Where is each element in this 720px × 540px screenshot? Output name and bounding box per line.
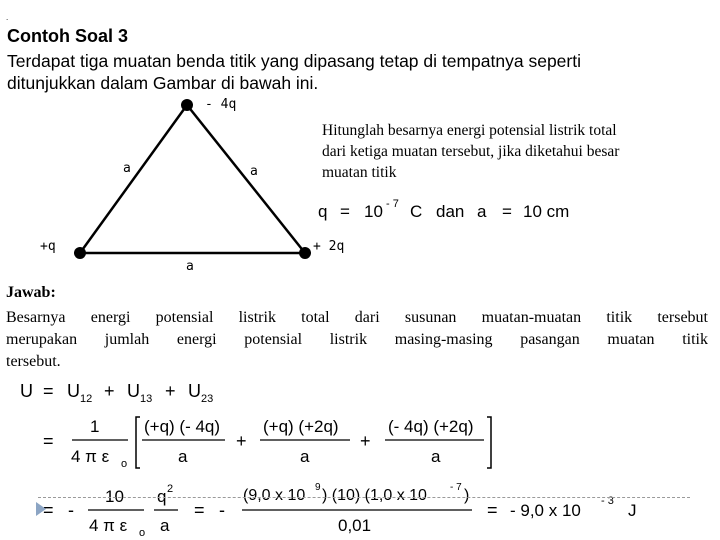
slide-bullet-arrow-icon: [36, 502, 46, 516]
result-exponent: - 3: [601, 495, 614, 507]
right-bracket: [487, 417, 491, 468]
four-pi-epsilon-2: 4 π ε: [89, 516, 128, 535]
u23-symbol: U: [188, 381, 201, 401]
triangle-side-left: [80, 105, 187, 253]
u23-subscript: 23: [201, 393, 214, 405]
u-total: U: [20, 381, 33, 401]
given-q-mantissa: 10: [364, 202, 383, 221]
numerator-2: (+q) (+2q): [263, 417, 339, 436]
fraction-one: 1: [90, 417, 100, 436]
plus-sign-3: +: [236, 431, 247, 451]
given-a-value: 10 cm: [523, 202, 570, 221]
big-numerator-part-2: ) (10) (1,0 x 10: [322, 487, 427, 504]
given-dan: dan: [436, 202, 465, 221]
equals-sign-3: =: [43, 500, 54, 520]
question-text: [322, 120, 714, 183]
equals-sign-2: =: [43, 431, 54, 451]
denominator-2: a: [300, 447, 310, 466]
charge-left-dot: [74, 247, 86, 259]
problem-description-line-2: ditunjukkan dalam Gambar di bawah ini.: [7, 73, 319, 93]
given-a-symbol: a: [477, 202, 487, 221]
big-numerator-part-3: ): [464, 487, 470, 504]
exponent-9: 9: [315, 482, 321, 493]
numerator-1: (+q) (- 4q): [144, 417, 221, 436]
energy-sum-equation: [20, 381, 213, 405]
question-line-3: muatan titik: [322, 164, 397, 181]
side-right-label: a: [250, 164, 258, 179]
question-line-1: Hitunglah besarnya energi potensial listrik total: [322, 122, 617, 139]
right-charge-label: + 2q: [313, 239, 345, 254]
epsilon-subscript: o: [121, 458, 128, 470]
minus-sign-2: -: [219, 500, 225, 520]
top-charge-label: - 4q: [205, 97, 237, 112]
equals-sign-5: =: [487, 500, 498, 520]
page-title: Contoh Soal 3: [7, 26, 128, 46]
side-left-label: a: [123, 161, 131, 176]
given-values-formula: [318, 198, 569, 221]
question-line-2: dari ketiga muatan tersebut, jika diketahui besar: [322, 143, 620, 160]
left-bracket: [136, 417, 140, 468]
equals-sign-1: =: [43, 381, 54, 401]
plus-sign-2: +: [165, 381, 176, 401]
given-q-symbol: q: [318, 202, 328, 221]
denominator-3: a: [431, 447, 441, 466]
charge-right-dot: [299, 247, 311, 259]
energy-expanded-equation: [43, 417, 491, 470]
answer-line-2: merupakan jumlah energi potensial listrik masing-masing pasangan muatan titik: [6, 331, 708, 348]
u13-symbol: U: [127, 381, 140, 401]
result-unit: J: [628, 501, 637, 520]
denominator-1: a: [178, 447, 188, 466]
epsilon-subscript-2: o: [139, 527, 146, 539]
slide-divider: [38, 497, 690, 498]
u12-symbol: U: [67, 381, 80, 401]
a-denominator: a: [160, 516, 170, 535]
plus-sign-1: +: [104, 381, 115, 401]
charge-top-dot: [181, 99, 193, 111]
given-q-exponent: - 7: [386, 198, 399, 210]
u13-subscript: 13: [140, 393, 153, 405]
answer-label: Jawab:: [6, 284, 56, 301]
problem-description-line-1: Terdapat tiga muatan benda titik yang dipasang tetap di tempatnya seperti: [7, 51, 581, 71]
left-charge-label: +q: [40, 239, 56, 254]
given-equals-1: =: [340, 202, 350, 221]
answer-line-1: Besarnya energi potensial listrik total dari susunan muatan-muatan titik tersebut: [6, 309, 708, 326]
stray-dot: .: [6, 13, 9, 22]
big-numerator-part-1: (9,0 x 10: [243, 487, 306, 504]
q-squared: q: [157, 487, 167, 506]
minus-sign-1: -: [68, 500, 74, 520]
equals-sign-4: =: [194, 500, 205, 520]
triangle-side-right: [187, 105, 305, 253]
numerator-3: (- 4q) (+2q): [388, 417, 474, 436]
result-value: - 9,0 x 10: [510, 501, 581, 520]
big-denominator: 0,01: [338, 516, 372, 535]
energy-result-equation: [43, 482, 637, 539]
q-exponent: 2: [167, 483, 174, 495]
ten-numerator: 10: [105, 487, 124, 506]
given-equals-2: =: [502, 202, 512, 221]
answer-line-3: tersebut.: [6, 353, 61, 370]
bottom-side-label: a: [186, 259, 194, 274]
plus-sign-4: +: [360, 431, 371, 451]
four-pi-epsilon: 4 π ε: [71, 447, 110, 466]
exponent-minus-7: - 7: [450, 482, 462, 493]
u12-subscript: 12: [80, 393, 93, 405]
given-q-unit: C: [410, 202, 423, 221]
answer-paragraph: [6, 307, 708, 373]
